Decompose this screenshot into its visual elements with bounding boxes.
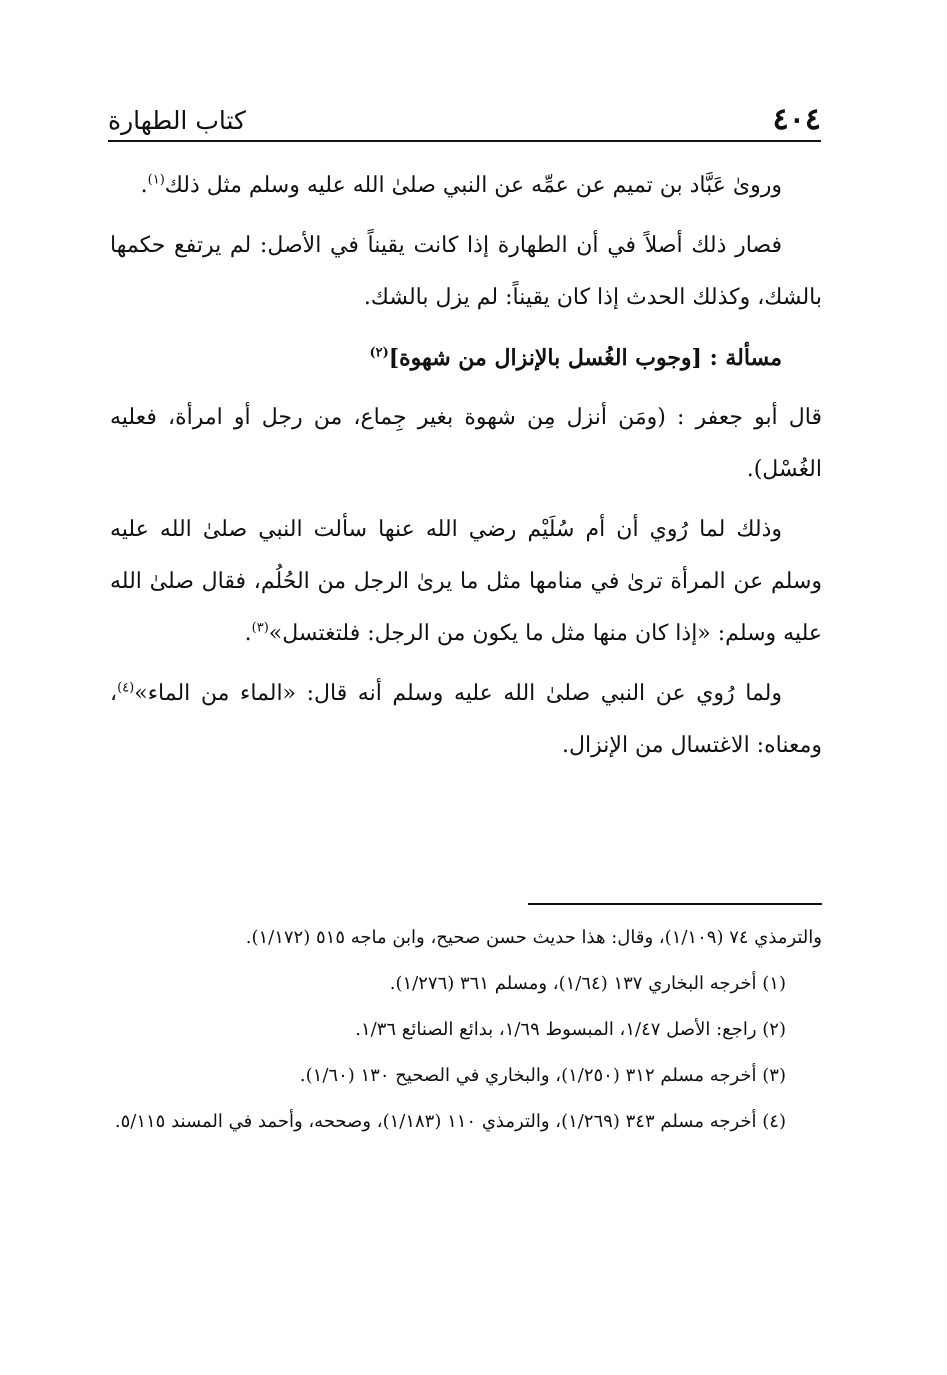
footnote-3: (٣) أخرجه مسلم ٣١٢ (١/٢٥٠)، والبخاري في الصحيح ١٣٠ (١/٦٠). bbox=[299, 1065, 786, 1086]
paragraph-4 bbox=[110, 504, 822, 660]
page-header bbox=[108, 100, 821, 142]
paragraph-2: فصار ذلك أصلاً في أن الطهارة إذا كانت يقيناً في الأصل: لم يرتفع حكمها بالشك، وكذلك الحدث إذا كان يقيناً: لم يزل بالشك. bbox=[110, 233, 822, 310]
paragraph-5 bbox=[110, 668, 822, 772]
section-heading bbox=[110, 332, 822, 384]
footnote-separator bbox=[528, 903, 822, 905]
footnote-ref-3: (٣) bbox=[251, 620, 269, 636]
footnote-ref-4: (٤) bbox=[117, 680, 135, 696]
footnote-2: (٢) راجع: الأصل ١/٤٧، المبسوط ١/٦٩، بدائع الصنائع ١/٣٦. bbox=[355, 1019, 786, 1040]
paragraph-3: قال أبو جعفر : (ومَن أنزل مِن شهوة بغير جِماع، من رجل أو امرأة، فعليه الغُسْل). bbox=[110, 405, 822, 482]
paragraph-5-end: ، ومعناه: الاغتسال من الإنزال. bbox=[110, 681, 822, 758]
page-number: ٤٠٤ bbox=[772, 102, 821, 137]
paragraph-4-text: وذلك لما رُوي أن أم سُلَيْم رضي الله عنها سألت النبي صلىٰ الله عليه وسلم عن المرأة ترىٰ في منامها مثل ما يرىٰ الرجل من الحُلُم، فقال صلىٰ الله عليه وسلم: «إذا كان منها مثل ما يكون من الرجل: فلتغتسل» bbox=[110, 517, 822, 646]
running-title: كتاب الطهارة bbox=[108, 106, 246, 135]
paragraph-1 bbox=[110, 160, 822, 212]
paragraph-5-text: ولما رُوي عن النبي صلىٰ الله عليه وسلم أنه قال: «الماء من الماء» bbox=[134, 681, 782, 706]
section-heading-text: مسألة : [وجوب الغُسل بالإنزال من شهوة] bbox=[388, 345, 782, 371]
paragraph-1-text: وروىٰ عَبَّاد بن تميم عن عمِّه عن النبي صلىٰ الله عليه وسلم مثل ذلك bbox=[164, 173, 782, 198]
paragraph-4-end: . bbox=[244, 621, 252, 646]
footnote-4: (٤) أخرجه مسلم ٣٤٣ (١/٢٦٩)، والترمذي ١١٠ (١/١٨٣)، وصححه، وأحمد في المسند ٥/١١٥. bbox=[114, 1111, 786, 1132]
footnote-ref-1: (١) bbox=[147, 172, 165, 188]
footnote-ref-2: (٢) bbox=[369, 345, 389, 361]
footnote-continuation: والترمذي ٧٤ (١/١٠٩)، وقال: هذا حديث حسن صحيح، وابن ماجه ٥١٥ (١/١٧٢). bbox=[245, 927, 822, 948]
footnotes bbox=[110, 918, 822, 1148]
main-text bbox=[110, 160, 822, 780]
paragraph-1-end: . bbox=[140, 173, 148, 198]
footnote-1: (١) أخرجه البخاري ١٣٧ (١/٦٤)، ومسلم ٣٦١ (١/٢٧٦). bbox=[389, 973, 786, 994]
